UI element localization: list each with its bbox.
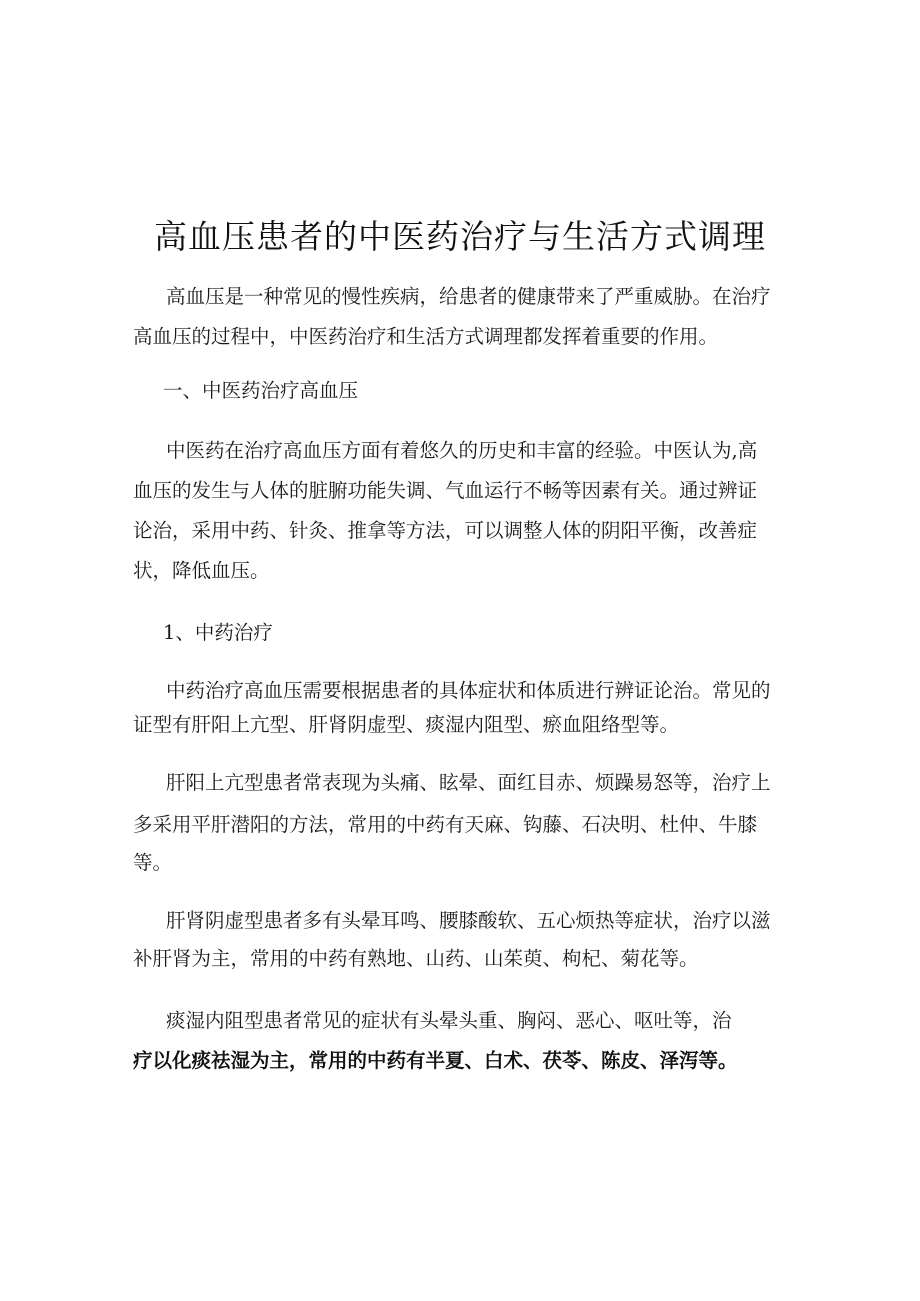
paragraph-line-bold: 疗以化痰祛湿为主，常用的中药有半夏、白术、茯苓、陈皮、泽泻等。 — [133, 1049, 738, 1072]
subsection-heading: 1、中药治疗 — [163, 621, 273, 644]
paragraph-line: 多采用平肝潜阳的方法，常用的中药有天麻、钩藤、石决明、杜仲、牛膝 — [133, 813, 758, 836]
paragraph-line: 中药治疗高血压需要根据患者的具体症状和体质进行辨证论治。常见的 — [166, 679, 771, 702]
paragraph-line: 血压的发生与人体的脏腑功能失调、气血运行不畅等因素有关。通过辨证 — [133, 479, 758, 502]
paragraph-line: 肝阳上亢型患者常表现为头痛、眩晕、面红目赤、烦躁易怒等，治疗上 — [166, 771, 771, 794]
paragraph-line: 状，降低血压。 — [133, 559, 270, 582]
document-title: 高血压患者的中医药治疗与生活方式调理 — [154, 217, 766, 256]
intro-line: 高血压的过程中，中医药治疗和生活方式调理都发挥着重要的作用。 — [133, 325, 719, 348]
paragraph-line: 肝肾阴虚型患者多有头晕耳鸣、腰膝酸软、五心烦热等症状，治疗以滋 — [166, 909, 771, 932]
paragraph-line: 痰湿内阻型患者常见的症状有头晕头重、胸闷、恶心、呕吐等，治 — [166, 1009, 732, 1032]
paragraph-line: 中医药在治疗高血压方面有着悠久的历史和丰富的经验。中医认为,高 — [166, 439, 758, 462]
paragraph-line: 补肝肾为主，常用的中药有熟地、山药、山茱萸、枸杞、菊花等。 — [133, 947, 699, 970]
intro-line: 高血压是一种常见的慢性疾病，给患者的健康带来了严重威胁。在治疗 — [166, 285, 771, 308]
paragraph-line: 论治，采用中药、针灸、推拿等方法，可以调整人体的阴阳平衡，改善症 — [133, 519, 758, 542]
paragraph-line: 证型有肝阳上亢型、肝肾阴虚型、痰湿内阻型、瘀血阻络型等。 — [133, 713, 680, 736]
section-heading: 一、中医药治疗高血压 — [163, 379, 359, 402]
paragraph-line: 等。 — [133, 851, 173, 874]
